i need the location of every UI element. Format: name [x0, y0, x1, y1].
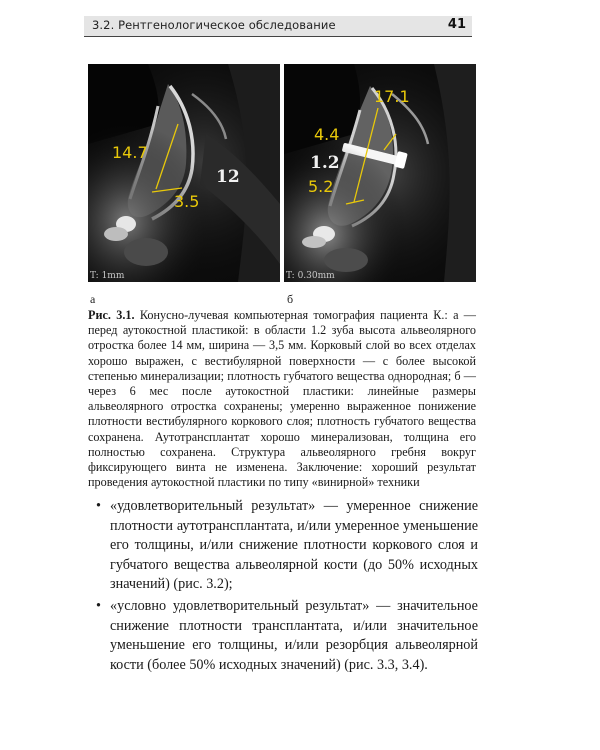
result-criteria-list: [96, 497, 478, 677]
ct-scan-panel-b: [284, 64, 476, 282]
upper-measure-b: 4.4: [314, 125, 340, 144]
list-item: [96, 497, 478, 595]
width-measure-b: 5.2: [308, 177, 334, 196]
height-measure-a: 14.7: [112, 143, 148, 162]
section-title: 3.2. Рентгенологическое обследование: [92, 18, 336, 32]
tooth-number-a: 12: [216, 167, 240, 187]
list-item-text: «условно удовлетворительный результат» — значительное снижение плотности трансплантата, и/или значительное уменьшение его толщины, и/или резорбция альвеолярной кости (более 50% исходных значений) (рис. 3.3, 3.4).: [110, 597, 478, 673]
bullet-marker: •: [96, 597, 101, 614]
ct-scan-panel-a: [88, 64, 280, 282]
slice-thickness-a: T: 1mm: [90, 271, 125, 281]
ct-scan-a-image: [88, 64, 280, 282]
height-measure-b: 17.1: [374, 87, 410, 106]
tooth-number-b: 1.2: [310, 153, 340, 173]
caption-text: Конусно-лучевая компьютерная томография пациента К.: а — перед аутокостной пластикой: в области 1.2 зуба высота альвеолярного отростка более 14 мм, ширина — 3,5 мм. Корковый слой во всех отделах хорошо выражен, с вестибулярной поверхности — с более высокой степенью минерализации; плотность губчатого вещества однородная; б — через 6 мес после аутокостной пластики: линейные размеры альвеолярного отростка сохранены; умеренно выраженное понижение плотности вестибулярного коркового слоя; плотность губчатого вещества сохранена. Аутотрансплантат хорошо минерализован, толщина его полностью сохранена. Структура альвеолярного гребня вокруг фиксирующего винта не изменена. Заключение: хороший результат проведения аутокостной пластики по типу «винирной» техники: [88, 308, 476, 490]
bullet-marker: •: [96, 498, 101, 514]
width-measure-a: 3.5: [174, 192, 200, 211]
running-header: [84, 16, 472, 37]
ct-scan-b-image: [284, 64, 476, 282]
figure-caption: [88, 308, 476, 490]
panel-letter-a: а: [90, 292, 96, 306]
slice-thickness-b: T: 0.30mm: [286, 271, 335, 281]
list-item-text: «удовлетворительный результат» — умеренное снижение плотности аутотрансплантата, и/или умеренное уменьшение его толщины, и/или снижение плотности коркового слоя и губчатого вещества альвеолярной кости (до 50% исходных значений) (рис. 3.2);: [110, 498, 478, 593]
page-number: 41: [447, 17, 466, 32]
list-item: [96, 597, 478, 675]
panel-letter-b: б: [287, 292, 294, 306]
caption-label: Рис. 3.1.: [88, 308, 135, 322]
